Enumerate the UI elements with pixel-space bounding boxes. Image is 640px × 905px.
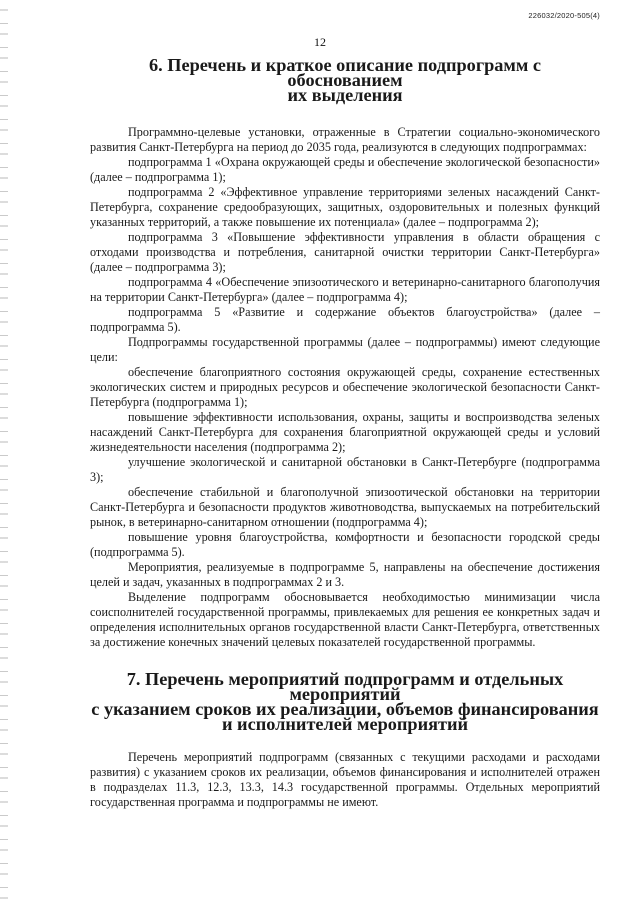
section-6-heading-line: их выделения [287,85,403,105]
subprogram-3-item: подпрограмма 3 «Повышение эффективности управления в области обращения с отходами производства и потребления, санитарной очистки территории Санкт-Петербурга» (далее – подпрограмма 3); [90,230,600,274]
section-7-heading-line: с указанием сроков их реализации, объемов финансирования [91,699,599,719]
subprogram-5-activities-paragraph: Мероприятия, реализуемые в подпрограмме 5, направлены на обеспечение достижения целей и задач, указанных в подпрограммах 2 и 3. [90,560,600,589]
subprogram-5-item: подпрограмма 5 «Развитие и содержание объектов благоустройства» (далее – подпрограмма 5). [90,305,600,334]
subprogram-1-item: подпрограмма 1 «Охрана окружающей среды и обеспечение экологической безопасности» (далее – подпрограмма 1); [90,155,600,184]
goal-5-item: повышение уровня благоустройства, комфортности и безопасности городской среды (подпрограмма 5). [90,530,600,559]
subprogram-4-item: подпрограмма 4 «Обеспечение эпизоотического и ветеринарно-санитарного благополучия на территории Санкт-Петербурга» (далее – подпрограмма 4); [90,275,600,304]
section-7-paragraph: Перечень мероприятий подпрограмм (связанных с текущими расходами и расходами развития) с указанием сроков их реализации, объемов финансирования и исполнителей отражен в подразделах 11.3, 12.3, 13.3, 14.3 государственной программы. Отдельных мероприятий государственная программа и подпрограммы не имеют. [90,750,600,809]
goal-2-item: повышение эффективности использования, охраны, защиты и воспроизводства зеленых насаждений Санкт-Петербурга для сохранения благоприятной окружающей среды и условий жизнедеятельности населения (подпрограмма 2); [90,410,600,454]
subprogram-2-item: подпрограмма 2 «Эффективное управление территориями зеленых насаждений Санкт-Петербурга, сохранение средообразующих, защитных, оздоровительных и полезных функций указанных территорий, а также повышение их потенциала» (далее – подпрограмма 2); [90,185,600,229]
goal-3-item: улучшение экологической и санитарной обстановки в Санкт-Петербурге (подпрограмма 3); [90,455,600,484]
page-number: 12 [314,35,326,49]
section-6-heading-line: 6. Перечень и краткое описание подпрограмм с обоснованием [148,55,542,90]
section-6-heading [90,55,600,105]
goals-intro-paragraph: Подпрограммы государственной программы (далее – подпрограммы) имеют следующие цели: [90,335,600,364]
section-7-heading-line: и исполнителей мероприятий [221,714,469,734]
page-content [90,55,600,810]
goal-1-item: обеспечение благоприятного состояния окружающей среды, сохранение естественных экологических систем и природных ресурсов и обеспечение экологической безопасности Санкт-Петербурга (подпрограмма 1); [90,365,600,409]
subprogram-justification-paragraph: Выделение подпрограмм обосновывается необходимостью минимизации числа соисполнителей государственной программы, привлекаемых для решения ее конкретных задач и определения исполнительных органов государственной власти Санкт-Петербурга, ответственных за достижение конечных значений целевых показателей государственной программы. [90,590,600,649]
scan-left-edge [0,0,8,905]
section-7-heading [90,669,600,734]
section-6-intro-paragraph: Программно-целевые установки, отраженные в Стратегии социально-экономического развития Санкт-Петербурга на период до 2035 года, реализуются в следующих подпрограммах: [90,125,600,154]
goal-4-item: обеспечение стабильной и благополучной эпизоотической обстановки на территории Санкт-Петербурга и безопасности продуктов животноводства, выпускаемых на потребительский рынок, в ветеринарно-санитарном отношении (подпрограмма 4); [90,485,600,529]
section-7-heading-line: 7. Перечень мероприятий подпрограмм и отдельных мероприятий [126,669,564,704]
document-code: 226032/2020-505(4) [528,11,600,20]
